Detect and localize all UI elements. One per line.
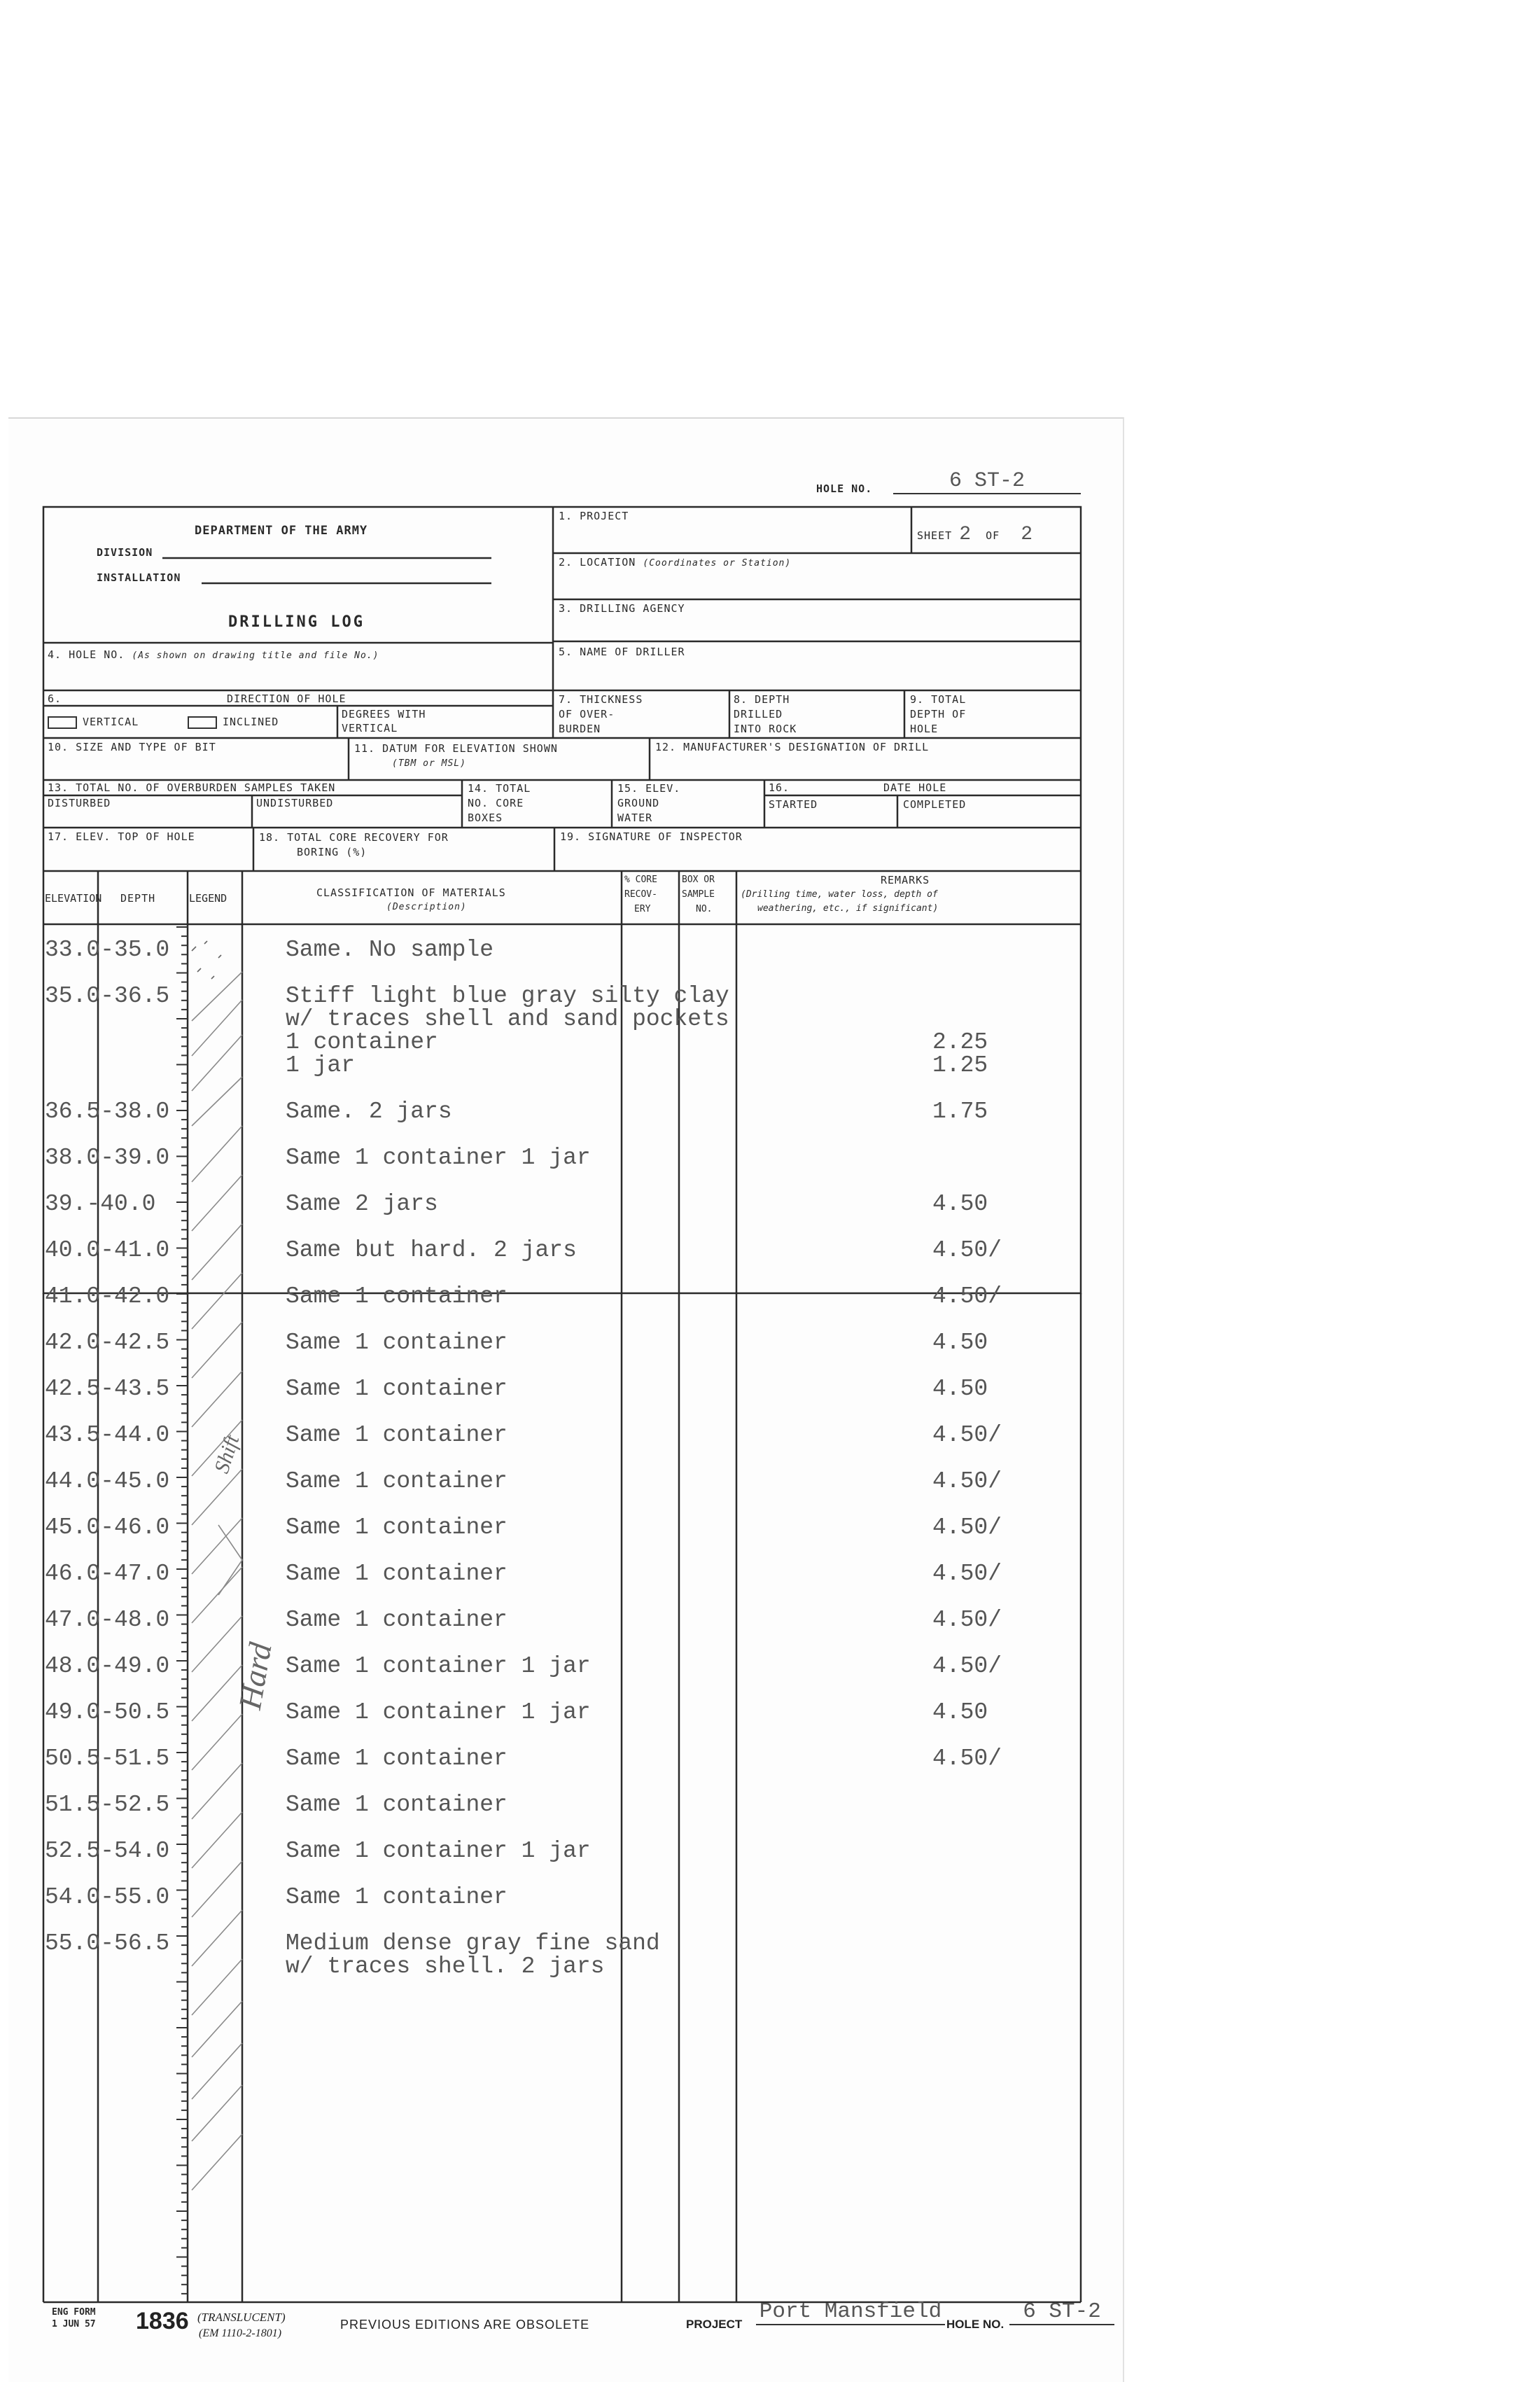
row-description: Same. No sample <box>286 937 494 963</box>
row-remark: 2.25 <box>932 1029 988 1055</box>
col-box-sample: BOX OR SAMPLE NO. <box>682 875 715 914</box>
date-completed-label: COMPLETED <box>903 798 967 811</box>
depth-into-rock-label: 8. DEPTH DRILLED INTO ROCK <box>734 693 797 735</box>
row-remark: 4.50/ <box>932 1468 1002 1494</box>
row-description: Same 1 container 1 jar <box>286 1145 591 1171</box>
row-elevation: 45.0-46.0 <box>45 1514 170 1540</box>
row-description: Same 1 container <box>286 1514 507 1540</box>
row-remark: 4.50/ <box>932 1237 1002 1263</box>
col-classification: CLASSIFICATION OF MATERIALS <box>316 886 506 899</box>
handwritten-note-shift: Shift <box>210 1432 244 1477</box>
footer-project-value: Port Mansfield <box>756 2299 945 2325</box>
row-remark: 4.50 <box>932 1699 988 1725</box>
row-description: Same 1 container 1 jar <box>286 1653 591 1679</box>
row-elevation: 42.0-42.5 <box>45 1330 170 1356</box>
row-remark: 4.50/ <box>932 1422 1002 1448</box>
row-elevation: 40.0-41.0 <box>45 1237 170 1263</box>
row-description: Stiff light blue gray silty clay <box>286 983 729 1009</box>
direction-field-label: DIRECTION OF HOLE <box>227 692 346 705</box>
row-description: Same 1 container <box>286 1746 507 1771</box>
driller-name-label: 5. NAME OF DRILLER <box>559 646 685 658</box>
row-remark: 4.50 <box>932 1191 988 1217</box>
row-elevation: 42.5-43.5 <box>45 1376 170 1402</box>
top-hole-no-value: 6 ST-2 <box>893 469 1081 494</box>
row-description: Same but hard. 2 jars <box>286 1237 577 1263</box>
col-core-recovery: % CORE RECOV- ERY <box>624 875 657 914</box>
row-elevation: 39.-40.0 <box>45 1191 156 1217</box>
row-remark: 4.50/ <box>932 1607 1002 1633</box>
footer-em: (EM 1110-2-1801) <box>199 2327 282 2339</box>
row-description: Same 1 container <box>286 1884 507 1910</box>
legend-hatching <box>192 941 242 2190</box>
ground-water-label: 15. ELEV. GROUND WATER <box>617 782 681 824</box>
handwritten-note-hard: Hard <box>231 1640 279 1713</box>
sheet-field: SHEET 2 OF 2 <box>917 524 1034 545</box>
disturbed-label: DISTURBED <box>48 797 111 809</box>
top-hole-no-label: HOLE NO. <box>816 482 873 495</box>
drilling-agency-label: 3. DRILLING AGENCY <box>559 602 685 615</box>
row-elevation: 36.5-38.0 <box>45 1099 170 1124</box>
total-depth-label: 9. TOTAL DEPTH OF HOLE <box>910 693 967 735</box>
row-description: Same 1 container <box>286 1468 507 1494</box>
row-elevation: 55.0-56.5 <box>45 1930 170 1956</box>
row-description: Same 1 container <box>286 1422 507 1448</box>
footer-project-label: PROJECT <box>686 2318 743 2331</box>
row-description: Same 1 container 1 jar <box>286 1838 591 1864</box>
row-elevation: 50.5-51.5 <box>45 1746 170 1771</box>
depth-scale-ticks <box>176 927 188 2294</box>
project-field-label: 1. PROJECT <box>559 510 629 522</box>
location-field-label: 2. LOCATION (Coordinates or Station) <box>559 556 792 569</box>
core-boxes-label: 14. TOTAL NO. CORE BOXES <box>468 782 531 824</box>
core-recovery-label: 18. TOTAL CORE RECOVERY FOR BORING (%) <box>259 831 449 858</box>
row-elevation: 43.5-44.0 <box>45 1422 170 1448</box>
row-elevation: 52.5-54.0 <box>45 1838 170 1864</box>
bit-size-label: 10. SIZE AND TYPE OF BIT <box>48 741 216 753</box>
row-description: Same. 2 jars <box>286 1099 452 1124</box>
row-elevation: 51.5-52.5 <box>45 1792 170 1818</box>
row-elevation: 48.0-49.0 <box>45 1653 170 1679</box>
row-description: Same 1 container <box>286 1561 507 1587</box>
col-classification-note: (Description) <box>386 902 467 912</box>
row-description: Same 1 container <box>286 1283 507 1309</box>
date-hole-label: DATE HOLE <box>883 781 947 794</box>
row-elevation: 33.0-35.0 <box>45 937 170 963</box>
row-description: Same 1 container <box>286 1792 507 1818</box>
row-description: 1 container <box>286 1029 438 1055</box>
col-remarks-note-1: (Drilling time, water loss, depth of <box>741 889 938 900</box>
row-description: w/ traces shell and sand pockets <box>286 1006 729 1032</box>
row-remark: 4.50/ <box>932 1561 1002 1587</box>
row-elevation: 47.0-48.0 <box>45 1607 170 1633</box>
row-remark: 4.50/ <box>932 1653 1002 1679</box>
sheet-number: 2 <box>959 524 972 545</box>
row-remark: 4.50/ <box>932 1514 1002 1540</box>
row-elevation: 38.0-39.0 <box>45 1145 170 1171</box>
row-description: Same 1 container <box>286 1376 507 1402</box>
sheet-total: 2 <box>1021 524 1034 545</box>
footer-eng-form: ENG FORM 1 JUN 57 <box>52 2307 96 2329</box>
elevation-top-label: 17. ELEV. TOP OF HOLE <box>48 830 195 843</box>
form-title: DRILLING LOG <box>228 613 365 631</box>
inspector-signature-label: 19. SIGNATURE OF INSPECTOR <box>560 830 743 843</box>
degrees-label: DEGREES WITH VERTICAL <box>342 708 426 734</box>
footer-form-number: 1836 <box>136 2308 189 2334</box>
hole-no-field-label: 4. HOLE NO. (As shown on drawing title and file No.) <box>48 648 379 661</box>
row-description: 1 jar <box>286 1052 356 1078</box>
row-remark: 1.25 <box>932 1052 988 1078</box>
row-elevation: 46.0-47.0 <box>45 1561 170 1587</box>
row-description: Same 1 container 1 jar <box>286 1699 591 1725</box>
vertical-option: VERTICAL <box>48 716 139 729</box>
row-description: w/ traces shell. 2 jars <box>286 1953 605 1979</box>
row-description: Same 1 container <box>286 1330 507 1356</box>
col-remarks: REMARKS <box>881 874 930 886</box>
footer-hole-no-value: 6 ST-2 <box>1009 2299 1114 2325</box>
row-description: Same 1 container <box>286 1607 507 1633</box>
drilling-log-sheet <box>8 417 1124 2382</box>
thickness-overburden-label: 7. THICKNESS OF OVER- BURDEN <box>559 693 643 735</box>
division-label: DIVISION <box>97 546 153 559</box>
col-remarks-note-2: weathering, etc., if significant) <box>757 903 939 914</box>
drill-designation-label: 12. MANUFACTURER'S DESIGNATION OF DRILL <box>655 741 930 753</box>
col-depth: DEPTH <box>120 892 156 905</box>
date-hole-number: 16. <box>769 781 790 794</box>
undisturbed-label: UNDISTURBED <box>256 797 334 809</box>
row-elevation: 49.0-50.5 <box>45 1699 170 1725</box>
col-elevation: ELEVATION <box>45 892 102 905</box>
footer-hole-no-label: HOLE NO. <box>946 2318 1004 2331</box>
row-elevation: 54.0-55.0 <box>45 1884 170 1910</box>
samples-taken-label: 13. TOTAL NO. OF OVERBURDEN SAMPLES TAKEN <box>48 781 336 794</box>
inclined-option: INCLINED <box>188 716 279 729</box>
footer-previous-editions: PREVIOUS EDITIONS ARE OBSOLETE <box>340 2318 590 2332</box>
row-remark: 1.75 <box>932 1099 988 1124</box>
datum-label: 11. DATUM FOR ELEVATION SHOWN (TBM or MSL) <box>354 742 558 769</box>
department-heading: DEPARTMENT OF THE ARMY <box>195 524 368 538</box>
row-elevation: 35.0-36.5 <box>45 983 170 1009</box>
row-remark: 4.50 <box>932 1330 988 1356</box>
row-elevation: 41.0-42.0 <box>45 1283 170 1309</box>
installation-label: INSTALLATION <box>97 571 181 584</box>
row-remark: 4.50 <box>932 1376 988 1402</box>
row-remark: 4.50/ <box>932 1746 1002 1771</box>
row-elevation: 44.0-45.0 <box>45 1468 170 1494</box>
row-description: Same 2 jars <box>286 1191 438 1217</box>
row-remark: 4.50/ <box>932 1283 1002 1309</box>
col-legend: LEGEND <box>189 892 227 905</box>
footer-translucent: (TRANSLUCENT) <box>197 2311 286 2324</box>
row-description: Medium dense gray fine sand <box>286 1930 660 1956</box>
direction-field-number: 6. <box>48 692 62 705</box>
date-started-label: STARTED <box>769 798 818 811</box>
